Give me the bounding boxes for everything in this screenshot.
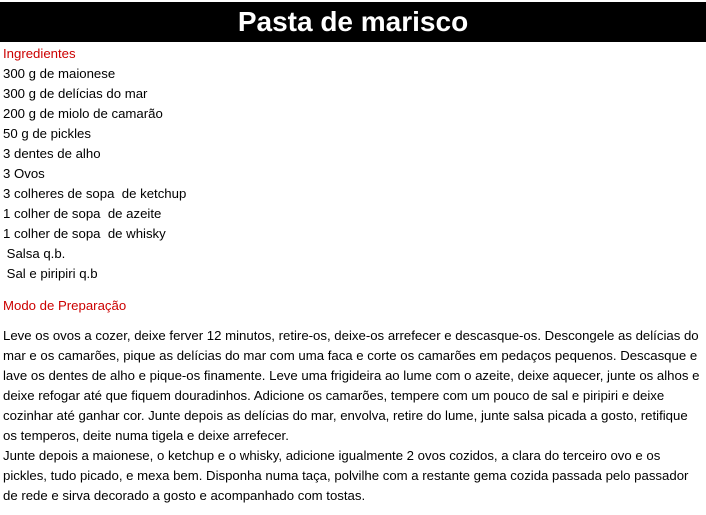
page-title: Pasta de marisco	[237, 6, 469, 37]
ingredients-list	[3, 64, 703, 284]
ingredient-item: 3 Ovos	[3, 166, 45, 181]
section-spacer	[3, 284, 703, 296]
ingredient-item: 300 g de maionese	[3, 66, 116, 81]
ingredient-item: Sal e piripiri q.b	[3, 266, 98, 281]
ingredient-item: 3 colheres de sopa de ketchup	[3, 186, 187, 201]
preparation-paragraph: Leve os ovos a cozer, deixe ferver 12 minutos, retire-os, deixe-os arrefecer e descasque-os. Descongele as delícias do mar e os camarões, pique as delícias do mar com uma faca e corte os camarões em pedaços pequenos. Descasque e lave os dentes de alho e pique-os finamente. Leve uma frigideira ao lume com o azeite, deixe aquecer, junte os alhos e deixe refogar até que fiquem douradinhos. Adicione os camarões, tempere com um pouco de sal e piripiri e deixe cozinhar até ganhar cor. Junte depois as delícias do mar, envolva, retire do lume, junte salsa picada a gosto, retifique os temperos, deite numa tigela e deixe arrefecer.	[3, 328, 700, 443]
ingredient-item: 300 g de delícias do mar	[3, 86, 148, 101]
ingredient-item: 1 colher de sopa de whisky	[3, 226, 166, 241]
recipe-content	[0, 42, 706, 506]
title-bar	[0, 2, 706, 42]
ingredient-item: 50 g de pickles	[3, 126, 91, 141]
ingredient-item: Salsa q.b.	[3, 246, 66, 261]
ingredient-item: 3 dentes de alho	[3, 146, 101, 161]
preparation-heading: Modo de Preparação	[3, 298, 127, 313]
ingredient-item: 200 g de miolo de camarão	[3, 106, 163, 121]
preparation-paragraph: Junte depois a maionese, o ketchup e o whisky, adicione igualmente 2 ovos cozidos, a clara do terceiro ovo e os pickles, tudo picado, e mexa bem. Disponha numa taça, polvilhe com a restante gema cozida passada pelo passador de rede e sirva decorado a gosto e acompanhado com tostas.	[3, 448, 689, 503]
ingredient-item: 1 colher de sopa de azeite	[3, 206, 162, 221]
ingredients-heading: Ingredientes	[3, 46, 76, 61]
